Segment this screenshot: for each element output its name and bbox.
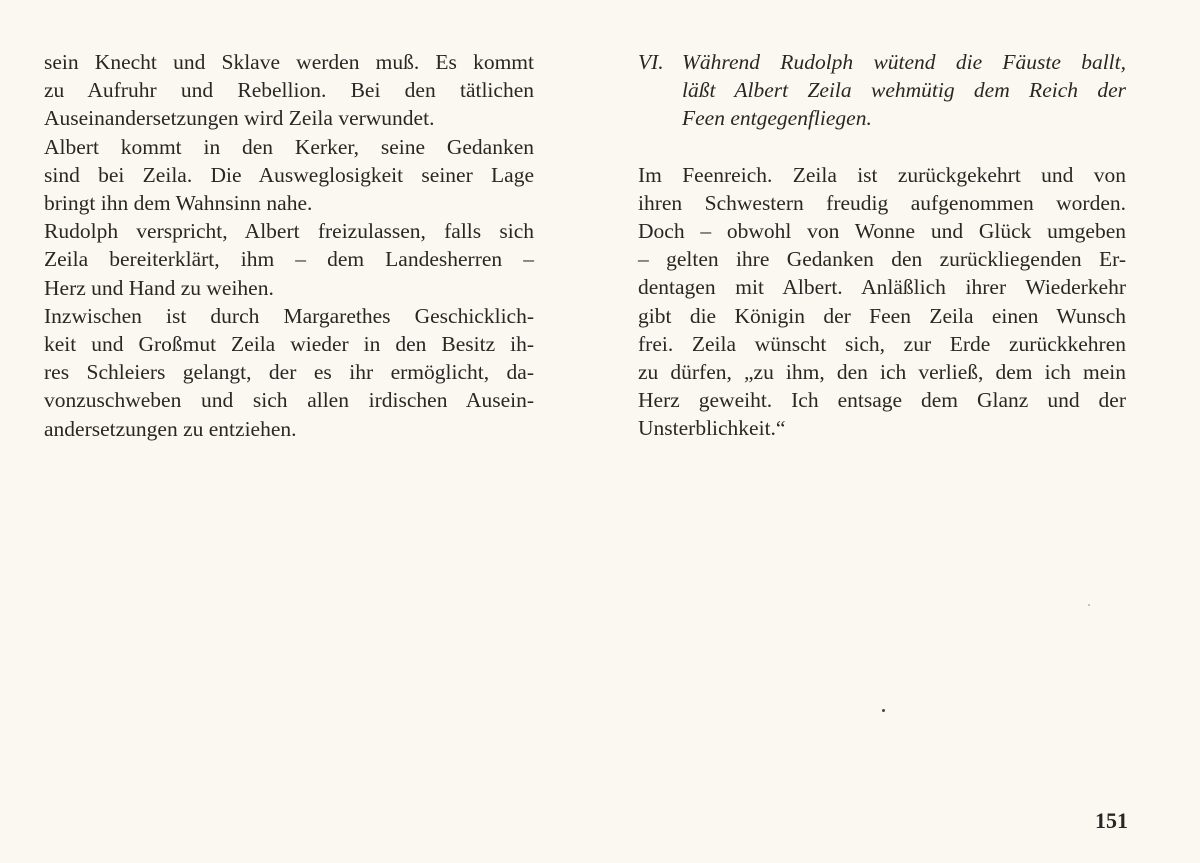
left-column bbox=[44, 48, 534, 443]
text-line: keit und Großmut Zeila wieder in den Besitz ih- bbox=[44, 332, 534, 357]
text-line: res Schleiers gelangt, der es ihr ermöglicht, da- bbox=[44, 360, 534, 385]
text-line: Albert kommt in den Kerker, seine Gedanken bbox=[44, 134, 534, 159]
paragraph-3 bbox=[44, 217, 534, 302]
text-line: dentagen mit Albert. Anläßlich ihrer Wiederkehr bbox=[638, 275, 1126, 300]
right-column bbox=[638, 48, 1126, 443]
paragraph-1 bbox=[44, 48, 534, 133]
text-line: Rudolph verspricht, Albert freizulassen, falls sich bbox=[44, 219, 534, 244]
text-line: sind bei Zeila. Die Ausweglosigkeit seiner Lage bbox=[44, 162, 534, 187]
text-line: zu dürfen, „zu ihm, den ich verließ, dem ich mein bbox=[638, 360, 1126, 385]
text-line: zu Aufruhr und Rebellion. Bei den tätlichen bbox=[44, 78, 534, 103]
section-heading-text bbox=[682, 48, 1126, 133]
text-line: andersetzungen zu entziehen. bbox=[44, 416, 297, 441]
text-line: ihren Schwestern freudig aufgenommen worden. bbox=[638, 190, 1126, 215]
text-line: gibt die Königin der Feen Zeila einen Wunsch bbox=[638, 303, 1126, 328]
heading-line: Während Rudolph wütend die Fäuste ballt, bbox=[682, 50, 1126, 74]
text-line: Herz geweiht. Ich entsage dem Glanz und der bbox=[638, 388, 1126, 413]
page-number: 151 bbox=[1095, 808, 1128, 833]
text-line: frei. Zeila wünscht sich, zur Erde zurückkehren bbox=[638, 331, 1126, 356]
text-line: Im Feenreich. Zeila ist zurückgekehrt und von bbox=[638, 162, 1126, 187]
print-speck bbox=[1088, 604, 1090, 606]
text-line: Zeila bereiterklärt, ihm – dem Landesherren – bbox=[44, 247, 534, 272]
heading-line: läßt Albert Zeila wehmütig dem Reich der bbox=[682, 78, 1126, 103]
paragraph-right bbox=[638, 161, 1126, 443]
text-line: bringt ihn dem Wahnsinn nahe. bbox=[44, 191, 313, 216]
text-line: – gelten ihre Gedanken den zurückliegenden Er- bbox=[638, 247, 1126, 272]
text-line: Inzwischen ist durch Margarethes Geschicklich- bbox=[44, 303, 534, 328]
text-line: vonzuschweben und sich allen irdischen Ausein- bbox=[44, 388, 534, 413]
text-line: Auseinandersetzungen wird Zeila verwundet. bbox=[44, 106, 435, 131]
print-speck bbox=[882, 709, 885, 712]
text-line: sein Knecht und Sklave werden muß. Es kommt bbox=[44, 50, 534, 74]
section-heading bbox=[638, 48, 1126, 133]
paragraph-2 bbox=[44, 133, 534, 218]
heading-line: Feen entgegenfliegen. bbox=[682, 106, 872, 131]
section-number: VI. bbox=[638, 50, 664, 74]
text-line: Herz und Hand zu weihen. bbox=[44, 275, 274, 300]
text-line: Doch – obwohl von Wonne und Glück umgeben bbox=[638, 219, 1126, 244]
paragraph-4 bbox=[44, 302, 534, 443]
text-line: Unsterblichkeit.“ bbox=[638, 416, 786, 441]
